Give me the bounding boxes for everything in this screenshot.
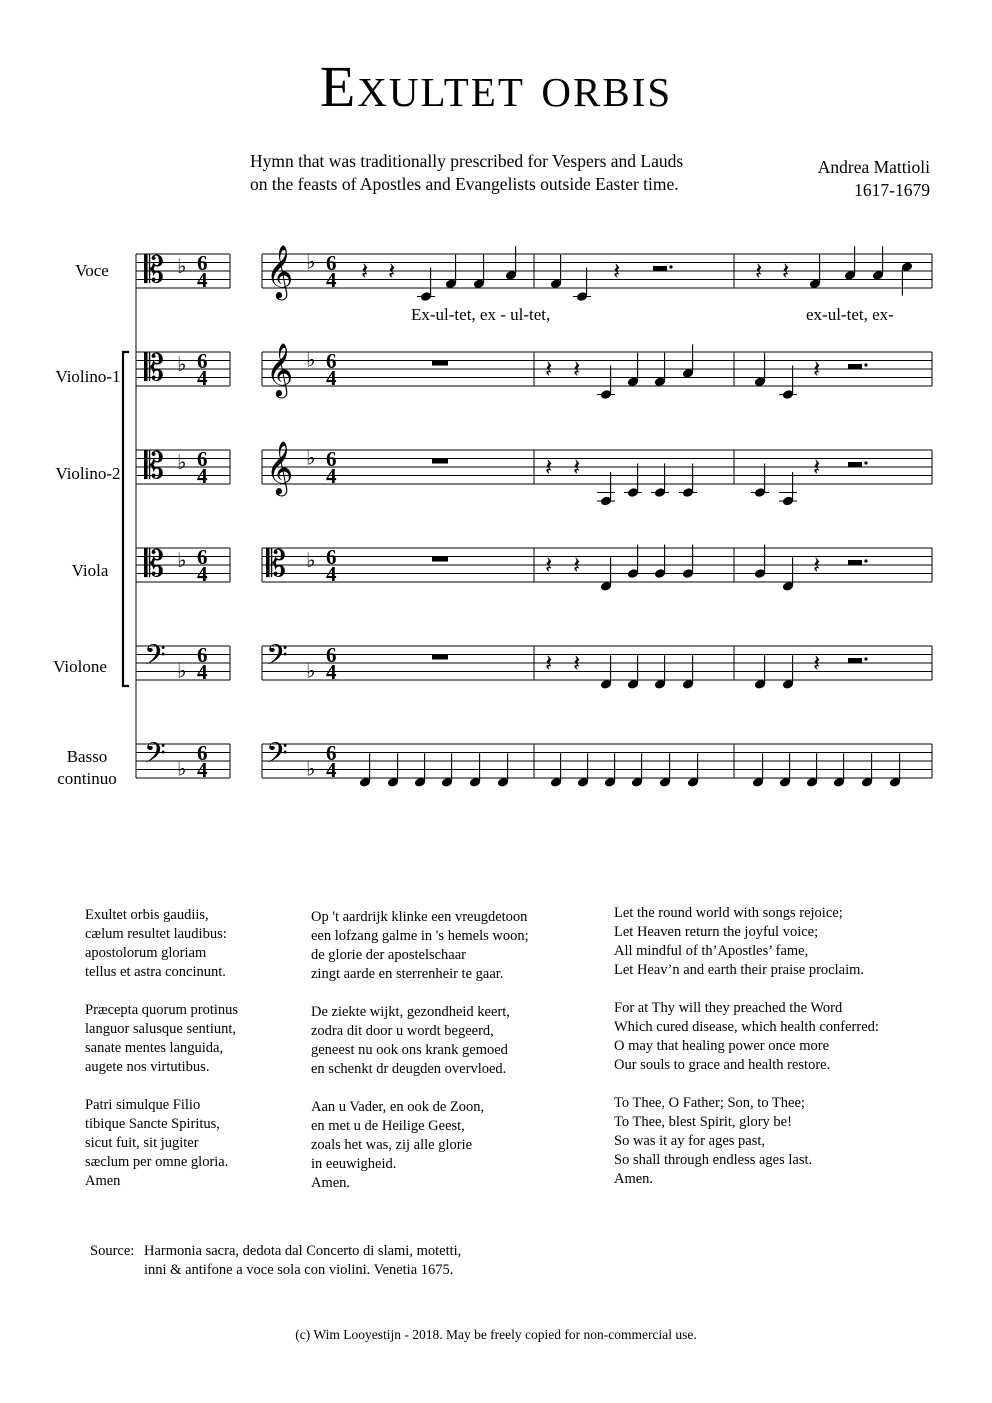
lyric-line: Ex-ul-tet, ex - ul-tet,	[411, 305, 551, 324]
flat-icon: ♭	[177, 449, 187, 474]
instrument-label: Viola	[71, 561, 109, 580]
rest-dot	[864, 559, 867, 562]
latin-text	[85, 906, 238, 1210]
quarter-rest-icon: 𝄽	[573, 453, 581, 481]
time-signature-denominator: 4	[197, 366, 208, 390]
flat-icon: ♭	[177, 253, 187, 278]
verse-line: sicut fuit, sit jugiter	[85, 1135, 199, 1151]
time-signature-denominator: 4	[326, 268, 337, 292]
alto-clef-icon: 𝄡	[144, 544, 165, 585]
quarter-rest-icon: 𝄽	[813, 551, 821, 579]
bass-clef-icon: 𝄢	[266, 737, 288, 777]
verse-line: languor salusque sentiunt,	[85, 1021, 237, 1037]
verse-line: Op 't aardrijk klinke een vreugdetoon	[311, 909, 528, 925]
time-signature-denominator: 4	[197, 758, 208, 782]
subtitle-line: on the feasts of Apostles and Evangelists outside Easter time.	[250, 174, 679, 194]
quarter-rest-icon: 𝄽	[813, 649, 821, 677]
treble-clef-icon: 𝄞	[266, 244, 294, 298]
instrument-label: Violone	[53, 657, 107, 676]
flat-icon: ♭	[306, 756, 316, 781]
time-signature-numerator: 6	[326, 349, 337, 373]
verse-line: So shall through endless ages last.	[614, 1152, 813, 1168]
dutch-text	[311, 908, 529, 1212]
whole-rest-icon	[432, 655, 448, 660]
stanza	[85, 1001, 238, 1077]
time-signature-denominator: 4	[326, 660, 337, 684]
time-signature-denominator: 4	[326, 464, 337, 488]
verse-line: cælum resultet laudibus:	[85, 926, 227, 942]
quarter-rest-icon: 𝄽	[388, 257, 396, 285]
verse-line: augete nos virtutibus.	[85, 1059, 210, 1075]
verse-line: apostolorum gloriam	[85, 945, 207, 961]
rest-dot	[669, 265, 672, 268]
verse-line: Patri simulque Filio	[85, 1097, 201, 1113]
string-bracket	[123, 352, 129, 686]
bass-clef-icon: 𝄢	[144, 639, 166, 679]
rest-dot	[864, 461, 867, 464]
time-signature-numerator: 6	[326, 545, 337, 569]
quarter-rest-icon: 𝄽	[782, 257, 790, 285]
verse-line: Let Heav’n and earth their praise proclaim.	[614, 962, 865, 978]
alto-clef-icon: 𝄡	[144, 446, 165, 487]
subtitle-line: Hymn that was traditionally prescribed for Vespers and Lauds	[250, 151, 684, 171]
quarter-rest-icon: 𝄽	[813, 355, 821, 383]
verse-line: Exultet orbis gaudiis,	[85, 907, 209, 923]
verse-line: zoals het was, zij alle glorie	[311, 1137, 473, 1153]
verse-line: in eeuwigheid.	[311, 1156, 397, 1172]
verse-line: geneest nu ook ons krank gemoed	[311, 1042, 508, 1058]
instrument-label: Violino-1	[55, 367, 121, 386]
verse-line: Amen.	[311, 1175, 351, 1191]
copyright-notice: (c) Wim Looyestijn - 2018. May be freely copied for non-commercial use.	[295, 1327, 697, 1342]
verse-line: Let Heaven return the joyful voice;	[614, 924, 819, 940]
lyric-line: ex-ul-tet, ex-	[806, 305, 894, 324]
stanza	[311, 908, 529, 984]
verse-line: Amen.	[614, 1171, 654, 1187]
bass-clef-icon: 𝄢	[266, 639, 288, 679]
flat-icon: ♭	[177, 547, 187, 572]
time-signature-numerator: 6	[197, 643, 208, 667]
flat-icon: ♭	[177, 756, 187, 781]
time-signature-numerator: 6	[197, 349, 208, 373]
time-signature-numerator: 6	[197, 251, 208, 275]
verse-line: zodra dit door u wordt begeerd,	[311, 1023, 494, 1039]
verse-line: sæclum per omne gloria.	[85, 1154, 229, 1170]
quarter-rest-icon: 𝄽	[573, 649, 581, 677]
english-text	[614, 904, 879, 1208]
time-signature-numerator: 6	[197, 545, 208, 569]
whole-rest-icon	[432, 557, 448, 562]
verse-line: For at Thy will they preached the Word	[614, 1000, 843, 1016]
flat-icon: ♭	[306, 347, 316, 372]
stanza	[85, 1096, 238, 1191]
stanza	[311, 1003, 529, 1079]
whole-rest-icon	[432, 459, 448, 464]
time-signature-denominator: 4	[197, 660, 208, 684]
quarter-rest-icon: 𝄽	[545, 355, 553, 383]
alto-clef-icon: 𝄡	[144, 250, 165, 291]
verse-line: Let the round world with songs rejoice;	[614, 905, 843, 921]
verse-line: O may that healing power once more	[614, 1038, 830, 1054]
stanza	[311, 1098, 529, 1193]
time-signature-numerator: 6	[326, 251, 337, 275]
source-label: Source:	[90, 1243, 135, 1259]
time-signature-denominator: 4	[197, 562, 208, 586]
instrument-label: Voce	[75, 261, 109, 280]
half-rest-icon	[848, 658, 862, 663]
time-signature-denominator: 4	[326, 758, 337, 782]
instrument-label: Violino-2	[55, 464, 121, 483]
time-signature-denominator: 4	[326, 366, 337, 390]
flat-icon: ♭	[177, 351, 187, 376]
instrument-label: Basso continuo	[57, 747, 117, 788]
verse-line: de glorie der apostelschaar	[311, 947, 466, 963]
quarter-rest-icon: 𝄽	[573, 551, 581, 579]
whole-rest-icon	[432, 361, 448, 366]
verse-line: To Thee, blest Spirit, glory be!	[614, 1114, 792, 1130]
flat-icon: ♭	[306, 547, 316, 572]
verse-line: To Thee, O Father; Son, to Thee;	[614, 1095, 805, 1111]
half-rest-icon	[848, 364, 862, 369]
time-signature-numerator: 6	[326, 447, 337, 471]
alto-clef-icon: 𝄡	[144, 348, 165, 389]
half-rest-icon	[848, 560, 862, 565]
quarter-rest-icon: 𝄽	[813, 453, 821, 481]
time-signature-numerator: 6	[326, 643, 337, 667]
time-signature-numerator: 6	[197, 741, 208, 765]
time-signature-denominator: 4	[197, 268, 208, 292]
verse-line: en schenkt dr deugden overvloed.	[311, 1061, 507, 1077]
half-rest-icon	[653, 266, 667, 271]
source-note	[90, 1242, 461, 1280]
verse-line: tibique Sancte Spiritus,	[85, 1116, 220, 1132]
quarter-rest-icon: 𝄽	[545, 649, 553, 677]
half-rest-icon	[848, 462, 862, 467]
verse-line: en met u de Heilige Geest,	[311, 1118, 465, 1134]
rest-dot	[864, 363, 867, 366]
stanza	[614, 1094, 879, 1189]
treble-clef-icon: 𝄞	[266, 342, 294, 396]
verse-line: Our souls to grace and health restore.	[614, 1057, 831, 1073]
source-line: inni & antifone a voce sola con violini. Venetia 1675.	[144, 1262, 454, 1278]
verse-line: tellus et astra concinunt.	[85, 964, 226, 980]
time-signature-numerator: 6	[197, 447, 208, 471]
verse-line: Præcepta quorum protinus	[85, 1002, 239, 1018]
quarter-rest-icon: 𝄽	[545, 551, 553, 579]
time-signature-numerator: 6	[326, 741, 337, 765]
rest-dot	[864, 657, 867, 660]
flat-icon: ♭	[306, 658, 316, 683]
bass-clef-icon: 𝄢	[144, 737, 166, 777]
flat-icon: ♭	[306, 249, 316, 274]
time-signature-denominator: 4	[326, 562, 337, 586]
stanza	[85, 906, 238, 982]
page-title: Exultet orbis	[319, 54, 673, 119]
verse-line: sanate mentes languida,	[85, 1040, 224, 1056]
verse-line: een lofzang galme in 's hemels woon;	[311, 928, 529, 944]
flat-icon: ♭	[306, 445, 316, 470]
composer-dates: 1617-1679	[854, 180, 930, 200]
flat-icon: ♭	[177, 658, 187, 683]
verse-line: zingt aarde en sterrenheir te gaar.	[311, 966, 504, 982]
composer-name: Andrea Mattioli	[817, 157, 930, 177]
quarter-rest-icon: 𝄽	[545, 453, 553, 481]
alto-clef-icon: 𝄡	[266, 544, 287, 585]
verse-line: All mindful of th’Apostles’ fame,	[614, 943, 809, 959]
verse-line: So was it ay for ages past,	[614, 1133, 766, 1149]
stanza	[614, 904, 879, 980]
quarter-rest-icon: 𝄽	[755, 257, 763, 285]
quarter-rest-icon: 𝄽	[573, 355, 581, 383]
verse-line: Which cured disease, which health conferred:	[614, 1019, 879, 1035]
time-signature-denominator: 4	[197, 464, 208, 488]
quarter-rest-icon: 𝄽	[613, 257, 621, 285]
source-line: Harmonia sacra, dedota dal Concerto di slami, motetti,	[144, 1243, 462, 1259]
quarter-rest-icon: 𝄽	[361, 257, 369, 285]
verse-line: De ziekte wijkt, gezondheid keert,	[311, 1004, 510, 1020]
verse-line: Aan u Vader, en ook de Zoon,	[311, 1099, 485, 1115]
treble-clef-icon: 𝄞	[266, 440, 294, 494]
verse-line: Amen	[85, 1173, 121, 1189]
stanza	[614, 999, 879, 1075]
